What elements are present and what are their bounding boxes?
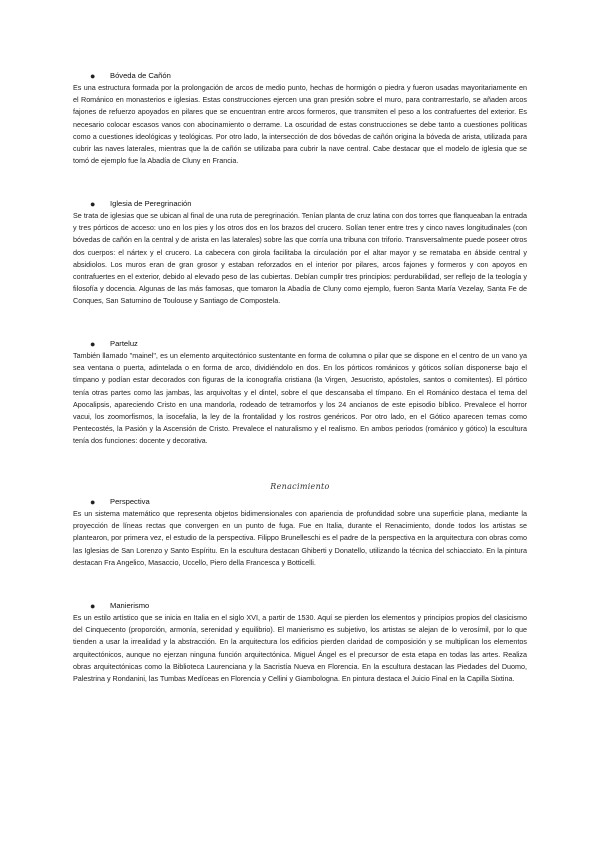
- renacimiento-heading: Renacimiento: [270, 482, 330, 491]
- bullet-icon: ●: [90, 497, 96, 507]
- section-header: [73, 338, 527, 350]
- section-paragraph: Es una estructura formada por la prolongación de arcos de medio punto, hechas de hormigón o piedra y fueron usadas mayoritariamente en el Románico en monasterios e iglesias. Estas construcciones ejercen una gran presión sobre el muro, para contrarrestarlo, se añaden arcos fajones de refuerzo apoyados en pilares que se encuentran entre arcos formeros, que transmiten el peso a los contrafuertes del exterior. Es necesario colocar escasos vanos con abocinamiento o derrame. La oscuridad de estas construcciones se debe tanto a cuestiones políticas como a cuestiones ideológicas y teológicas. Por otro lado, la intersección de dos bóvedas de cañón origina la bóveda de arista, utilizada para cubrir las naves laterales, mientras que la de cañón se utilizaba para cubrir la nave central. Cabe destacar que el modelo de iglesia que se tomó de ejemplo fue la Abadía de Cluny en Francia.: [73, 83, 527, 166]
- bullet-icon: ●: [90, 71, 96, 81]
- section-header: [73, 600, 527, 612]
- bullet-icon: ●: [90, 601, 96, 611]
- section-manierismo: [73, 600, 527, 685]
- section-paragraph: Es un estilo artístico que se inicia en Italia en el siglo XVI, a partir de 1530. Aquí se pierden los elementos y principios propios del clasicismo del Cinquecento (proporción, armonía, serenidad y equilibrio). El manierismo es subjetivo, los artistas se alejan de lo verosímil, por lo que tienden a usar la irrealidad y la abstracción. En la arquitectura los edificios pierden claridad de composición y se multiplican los elementos arquitectónicos, aunque no ejerzan ninguna función arquitectónica. Miguel Ángel es el precursor de esta etapa en todas las artes. Realiza obras arquitectónicas como la Biblioteca Laurenciana y la Sacristía Nueva en Florencia. En la escultura destacan las Piedades del Duomo, Palestrina y Rondanini, las Tumbas Medíceas en Florencia y Cellini y Giambologna. En pintura destaca el Juicio Final en la Capilla Sixtina.: [73, 613, 527, 684]
- section-boveda-de-canon: [73, 70, 527, 167]
- section-paragraph: Se trata de iglesias que se ubican al final de una ruta de peregrinación. Tenían planta de cruz latina con dos torres que flanqueaban la entrada y tres pórticos de acceso: uno en los pies y los otros dos en los brazos del crucero. Solían tener entre tres y cinco naves longitudinales (con bóvedas de cañón en la central y de arista en las laterales) sobre las que corría una tribuna con triforio. Transversalmente puede poseer otros dos cuerpos: el nártex y el crucero. La cabecera con girola facilitaba la circulación por el altar mayor y se remataba en ábside central y absidiolos. Los muros eran de gran grosor y estaban reforzados en el interior por pilares, arcos fajones y formeros y con apoyos en contrafuertes en el exterior, debido al elevado peso de las cubiertas. Debían cumplir tres principios: perdurabilidad, ser reflejo de la teología y filosofía y docencia. Algunas de las más famosas, que tomaron la Abadía de Cluny como ejemplo, fueron Santa María Vezelay, Santa Fe de Conques, San Saturnino de Toulouse y Santiago de Compostela.: [73, 211, 527, 306]
- section-iglesia-de-peregrinacion: [73, 198, 527, 308]
- section-paragraph: Es un sistema matemático que representa objetos bidimensionales con apariencia de profundidad sobre una superficie plana, mediante la proyección de líneas rectas que convergen en un punto de fuga. Fue en Italia, durante el Renacimiento, donde todos los artistas se plantearon, por primera vez, el estudio de la perspectiva. Filippo Brunelleschi es el padre de la perspectiva en la arquitectura con obras como las Iglesias de San Lorenzo y Santo Espíritu. En la escultura destacan Ghiberti y Donatello, utilizando la técnica del schiacciato. En la pintura destacan Fra Angelico, Masaccio, Uccello, Piero della Francesca y Botticelli.: [73, 509, 527, 567]
- section-title: Iglesia de Peregrinación: [110, 199, 192, 208]
- section-perspectiva: [73, 496, 527, 569]
- bullet-icon: ●: [90, 199, 96, 209]
- section-header: [73, 198, 527, 210]
- section-title: Parteluz: [110, 339, 138, 348]
- section-header: [73, 496, 527, 508]
- section-paragraph: También llamado "mainel", es un elemento arquitectónico sustentante en forma de columna o pilar que se dispone en el centro de un vano ya sea ventana o puerta, adintelada o en forma de arco, dividiéndolo en dos. En los pórticos románicos y góticos solían disponerse bajo el tímpano y podían estar decorados con figuras de la iconografía cristiana (la Virgen, Jesucristo, apóstoles, santos o comitentes). El pórtico tenía otras partes como las jambas, las arquivoltas y el dintel, sobre el que descansaba el tímpano. En el Románico destaca el tema del Apocalipsis, apareciendo Cristo en una mandorla, rodeado de tetramorfos y los 24 ancianos de este episodio bíblico. Prevalece el horror vacui, los zoomorfismos, la isocefalia, la ley de la frontalidad y los rostros genéricos. Por otro lado, en el Gótico aparecen temas como Pentecostés, la Pasión y la Ascensión de Cristo. Prevalece el naturalismo y el realismo. En ambos periodos (románico y gótico) la escultura tenía dos funciones: docente y decorativa.: [73, 351, 527, 446]
- section-header: [73, 70, 527, 82]
- section-title: Perspectiva: [110, 497, 150, 506]
- section-title: Bóveda de Cañón: [110, 71, 171, 80]
- section-title: Manierismo: [110, 601, 150, 610]
- bullet-icon: ●: [90, 339, 96, 349]
- section-parteluz: [73, 338, 527, 448]
